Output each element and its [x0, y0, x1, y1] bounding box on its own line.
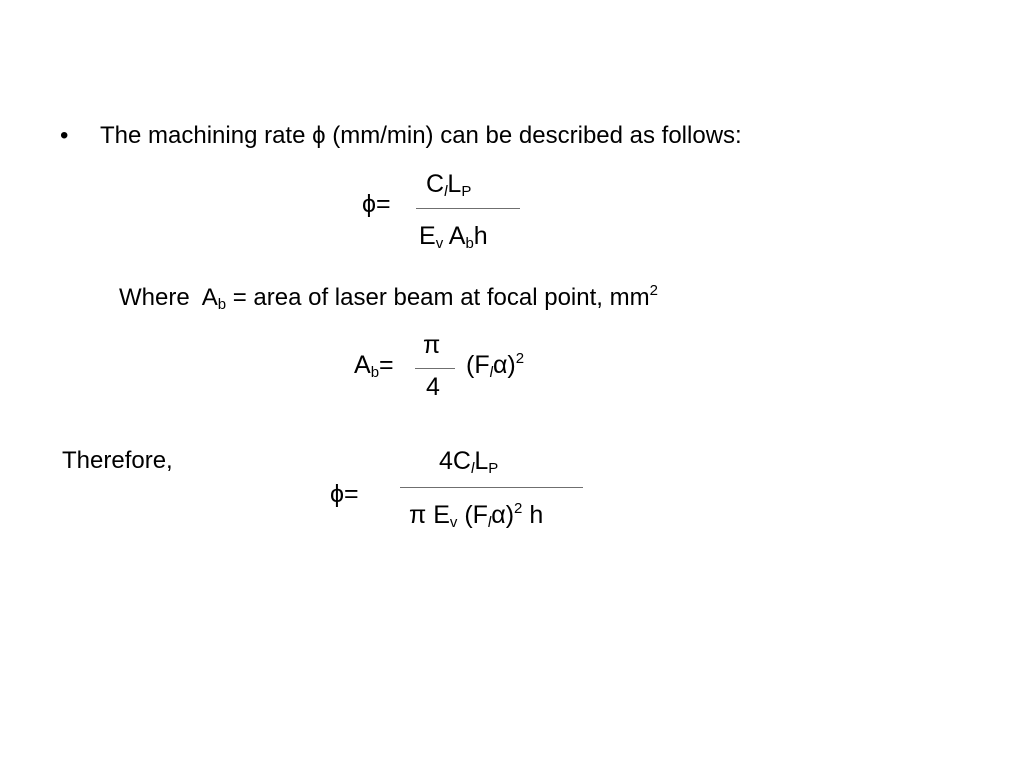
eq3-fraction-bar: [400, 487, 583, 488]
eq2-denominator: 4: [426, 373, 440, 401]
eq3-numerator: $4C_lL_P$: [439, 447, 499, 477]
eq1-denominator: $E_v$ $A_bh$: [419, 222, 488, 252]
where-definition: Where $A_b$ = area of laser beam at focal point, $mm^2$: [119, 282, 658, 313]
eq1-numerator: $C_lL_P$: [426, 170, 472, 200]
eq2-numerator: π: [423, 331, 441, 359]
eq2-lhs: $A_b=$: [354, 351, 394, 381]
eq3-lhs: ϕ=: [330, 480, 359, 508]
eq1-lhs: ϕ=: [362, 190, 391, 218]
therefore-label: Therefore,: [62, 447, 173, 474]
intro-text: The machining rate ϕ (mm/min) can be described as follows:: [100, 122, 742, 149]
eq1-fraction-bar: [416, 208, 520, 209]
eq2-fraction-bar: [415, 368, 455, 369]
eq2-factor: $(F_l\alpha)^2$: [466, 350, 525, 381]
bullet-marker: •: [60, 122, 69, 149]
eq3-denominator: π $E_v$ $(F_l\alpha)^2$ h: [409, 500, 544, 531]
